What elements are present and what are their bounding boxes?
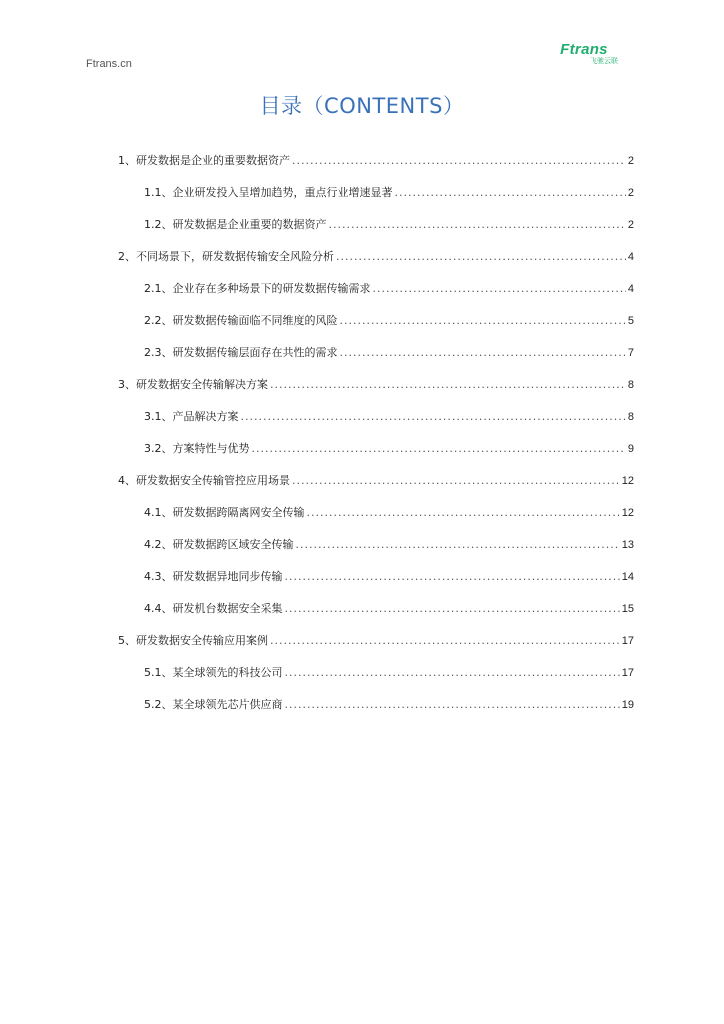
toc-page-number: 8 xyxy=(627,379,634,391)
toc-leader xyxy=(307,506,620,519)
toc-leader xyxy=(285,666,620,679)
toc-leader xyxy=(340,314,626,327)
toc-entry-label: 1、研发数据是企业的重要数据资产 xyxy=(118,154,290,167)
toc-entry[interactable] xyxy=(118,632,634,650)
toc-entry[interactable] xyxy=(118,152,634,170)
toc-entry[interactable] xyxy=(144,312,634,330)
toc-page-number: 2 xyxy=(627,187,634,199)
toc-leader xyxy=(252,442,626,455)
toc-entry-label: 5.2、某全球领先芯片供应商 xyxy=(144,698,283,711)
toc-leader xyxy=(270,378,626,391)
toc-page-number: 17 xyxy=(621,635,634,647)
toc-entry[interactable] xyxy=(118,248,634,266)
toc-entry[interactable] xyxy=(144,696,634,714)
toc-page-number: 19 xyxy=(621,699,634,711)
toc-leader xyxy=(285,698,620,711)
toc-page-number: 5 xyxy=(627,315,634,327)
toc-entry-label: 1.1、企业研发投入呈增加趋势，重点行业增速显著 xyxy=(144,186,393,199)
toc-leader xyxy=(336,250,626,263)
toc-leader xyxy=(285,602,620,615)
toc-entry-label: 4.2、研发数据跨区域安全传输 xyxy=(144,538,294,551)
toc-entry[interactable] xyxy=(144,536,634,554)
toc-leader xyxy=(329,218,626,231)
toc-leader xyxy=(340,346,626,359)
toc-entry-label: 4.1、研发数据跨隔离网安全传输 xyxy=(144,506,305,519)
toc-entry[interactable] xyxy=(144,664,634,682)
toc-entry[interactable] xyxy=(118,472,634,490)
toc-page-number: 17 xyxy=(621,667,634,679)
toc-entry-label: 4.3、研发数据异地同步传输 xyxy=(144,570,283,583)
toc-entry-label: 3.1、产品解决方案 xyxy=(144,410,239,423)
toc-entry-label: 2.2、研发数据传输面临不同维度的风险 xyxy=(144,314,338,327)
toc-entry[interactable] xyxy=(144,408,634,426)
toc-entry-label: 2.1、企业存在多种场景下的研发数据传输需求 xyxy=(144,282,371,295)
toc-page-number: 15 xyxy=(621,603,634,615)
toc-entry[interactable] xyxy=(144,600,634,618)
ftrans-logo xyxy=(548,42,620,72)
toc-entry[interactable] xyxy=(144,216,634,234)
toc-page-number: 7 xyxy=(627,347,634,359)
toc-entry-label: 5、研发数据安全传输应用案例 xyxy=(118,634,268,647)
toc-entry[interactable] xyxy=(144,440,634,458)
header-site-name: Ftrans.cn xyxy=(86,58,132,70)
toc-entry[interactable] xyxy=(144,568,634,586)
toc-page-number: 4 xyxy=(627,251,634,263)
toc-entry-label: 1.2、研发数据是企业重要的数据资产 xyxy=(144,218,327,231)
toc-page-number: 9 xyxy=(627,443,634,455)
toc-leader xyxy=(285,570,620,583)
toc-entry-label: 4.4、研发机台数据安全采集 xyxy=(144,602,283,615)
toc-page-number: 4 xyxy=(627,283,634,295)
toc-leader xyxy=(395,186,626,199)
toc-entry[interactable] xyxy=(144,504,634,522)
toc-page-number: 8 xyxy=(627,411,634,423)
toc-entry-label: 4、研发数据安全传输管控应用场景 xyxy=(118,474,290,487)
toc-title: 目录（CONTENTS） xyxy=(259,94,465,118)
toc-entry[interactable] xyxy=(144,280,634,298)
toc-entry[interactable] xyxy=(144,344,634,362)
toc-page-number: 13 xyxy=(621,539,634,551)
toc-page-number: 14 xyxy=(621,571,634,583)
toc-leader xyxy=(296,538,620,551)
toc-entry-label: 3、研发数据安全传输解决方案 xyxy=(118,378,268,391)
toc-leader xyxy=(292,474,620,487)
toc-page-number: 2 xyxy=(627,155,634,167)
toc-entry-label: 2、不同场景下，研发数据传输安全风险分析 xyxy=(118,250,334,263)
logo-wordmark: Ftrans xyxy=(560,41,608,58)
toc-entry[interactable] xyxy=(144,184,634,202)
toc-entry-label: 5.1、某全球领先的科技公司 xyxy=(144,666,283,679)
toc-leader xyxy=(241,410,626,423)
toc-page-number: 12 xyxy=(621,507,634,519)
toc-page-number: 2 xyxy=(627,219,634,231)
toc-leader xyxy=(270,634,620,647)
toc-entry[interactable] xyxy=(118,376,634,394)
toc-page-number: 12 xyxy=(621,475,634,487)
toc-leader xyxy=(292,154,626,167)
toc-entry-label: 3.2、方案特性与优势 xyxy=(144,442,250,455)
toc-leader xyxy=(373,282,626,295)
toc-entry-label: 2.3、研发数据传输层面存在共性的需求 xyxy=(144,346,338,359)
logo-subtitle: 飞驰云联 xyxy=(590,57,618,65)
